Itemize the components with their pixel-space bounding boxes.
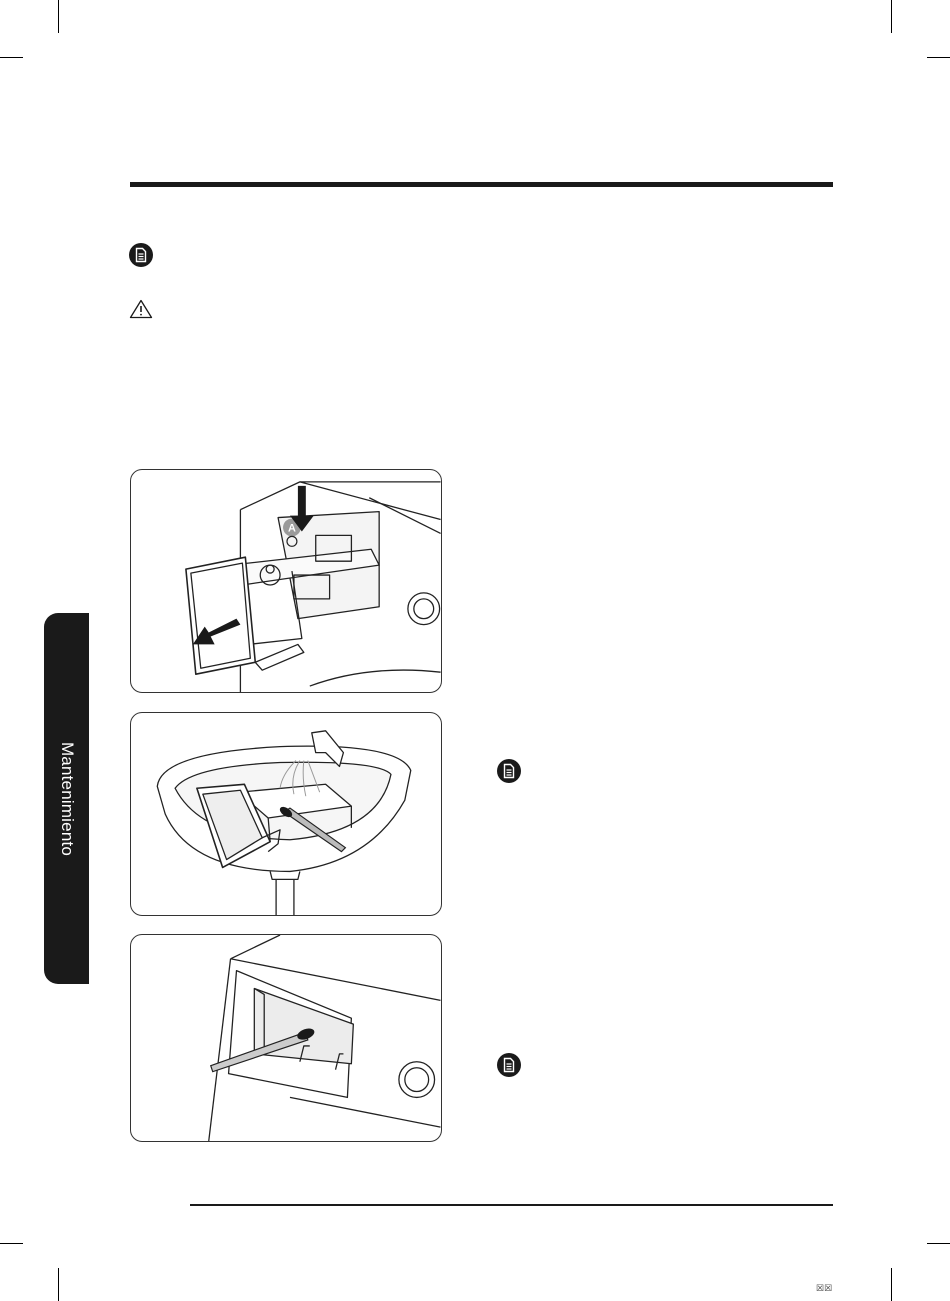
drawer-removal-illustration [131, 470, 441, 692]
crop-mark [927, 1243, 950, 1244]
page-number: ☒☒ [816, 1283, 833, 1293]
footer-rule [190, 1204, 833, 1206]
recess-cleaning-illustration [131, 935, 441, 1141]
note-icon [497, 759, 521, 783]
crop-mark [0, 57, 23, 58]
crop-mark [891, 0, 892, 33]
crop-mark [927, 57, 950, 58]
caution-icon [129, 299, 153, 319]
crop-mark [58, 0, 59, 33]
figure-clean-drawer-sink [130, 712, 442, 916]
note-icon [497, 1053, 521, 1077]
header-rule [130, 182, 833, 187]
crop-mark [891, 1268, 892, 1301]
note-icon [129, 243, 153, 267]
section-tab [44, 613, 89, 984]
crop-mark [0, 1243, 23, 1244]
crop-mark [58, 1268, 59, 1301]
figure-clean-drawer-recess [130, 934, 442, 1142]
callout-a: A [288, 522, 296, 535]
sink-cleaning-illustration [131, 713, 441, 915]
section-tab-label: Mantenimiento [57, 741, 77, 856]
figure-remove-drawer [130, 469, 442, 693]
